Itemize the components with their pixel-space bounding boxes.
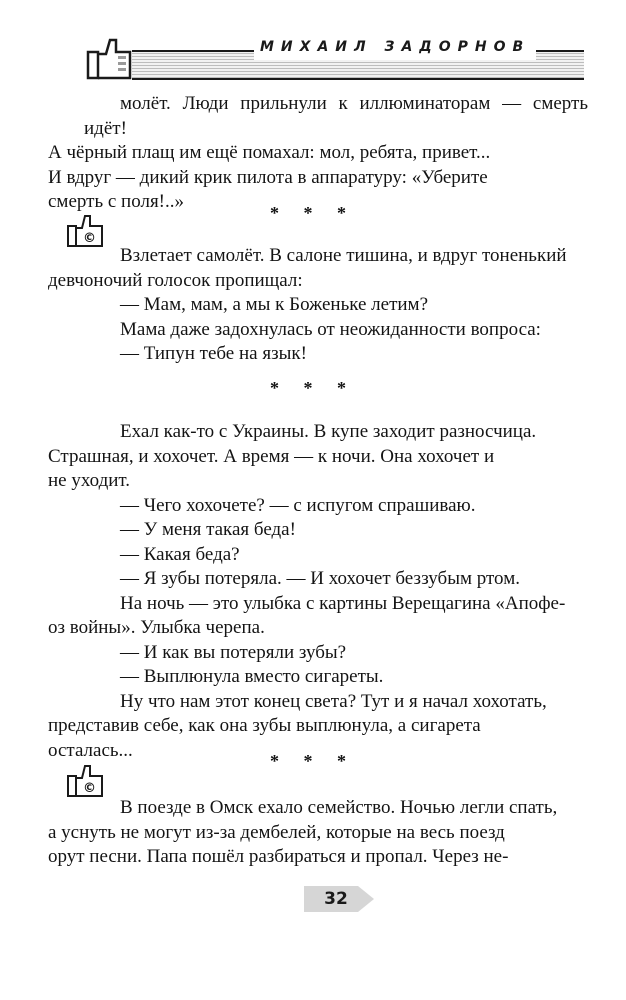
copyright-thumb-icon <box>64 212 108 248</box>
running-title: МИХАИЛ ЗАДОРНОВ <box>254 34 536 60</box>
text-line: И вдруг — дикий крик пилота в аппаратуру: «Уберите <box>48 166 488 188</box>
paragraph <box>48 592 588 641</box>
paragraph <box>48 796 588 870</box>
section-separator: * * * <box>270 751 356 771</box>
paragraph <box>48 420 588 494</box>
text-line: а уснуть не могут из-за дембелей, которые на весь поезд <box>48 821 505 843</box>
text-line: — Я зубы потеряла. — И хохочет беззубым ртом. <box>120 568 520 589</box>
copyright-thumb-icon <box>64 762 108 798</box>
section-separator: * * * <box>270 378 356 398</box>
text-line: Мама даже задохнулась от неожиданности вопроса: <box>120 318 541 340</box>
page-number: 32 <box>324 889 348 909</box>
paragraph <box>84 665 588 690</box>
text-line: На ночь — это улыбка с картины Верещагина «Апофе- <box>120 592 566 614</box>
text-line: Ехал как-то с Украины. В купе заходит разносчица. <box>120 421 537 442</box>
text-line: Страшная, и хохочет. А время — к ночи. Она хохочет и <box>48 445 495 467</box>
text-line: — Какая беда? <box>120 543 240 565</box>
paragraph <box>48 92 588 215</box>
section-separator: * * * <box>270 203 356 223</box>
paragraph <box>84 567 588 592</box>
text-block-anecdote-omsk <box>48 796 588 870</box>
paragraph <box>84 318 588 343</box>
text-line: молёт. Люди прильнули к иллюминаторам — смерть идёт! <box>84 93 588 139</box>
text-line: В поезде в Омск ехало семейство. Ночью легли спать, <box>120 797 558 818</box>
text-block-anecdote-plane <box>48 244 588 367</box>
paragraph <box>84 293 588 318</box>
paragraph <box>84 518 588 543</box>
text-line: — Выплюнула вместо сигареты. <box>120 666 384 687</box>
text-line: — И как вы потеряли зубы? <box>120 641 347 663</box>
text-line: А чёрный плащ им ещё помахал: мол, ребята, привет... <box>48 142 491 163</box>
text-line: — У меня такая беда! <box>120 519 296 540</box>
text-line: — Типун тебе на язык! <box>120 343 307 364</box>
text-line: — Чего хохочете? — с испугом спрашиваю. <box>120 494 476 516</box>
text-block-continuation <box>48 92 588 215</box>
running-header <box>84 34 584 80</box>
paragraph <box>48 244 588 293</box>
paragraph <box>84 641 588 666</box>
paragraph <box>84 342 588 367</box>
text-line: девчоночий голосок пропищал: <box>48 269 303 291</box>
paragraph <box>84 494 588 519</box>
text-block-anecdote-train <box>48 420 588 763</box>
text-line: не уходит. <box>48 470 131 491</box>
text-line: оз войны». Улыбка черепа. <box>48 617 265 638</box>
text-line: — Мам, мам, а мы к Боженьке летим? <box>120 294 429 315</box>
paragraph <box>84 543 588 568</box>
page-number-marker <box>300 884 380 914</box>
copyright-symbol: © <box>83 781 96 796</box>
text-line: смерть с поля!..» <box>48 191 185 212</box>
text-line: представив себе, как она зубы выплюнула, а сигарета <box>48 715 481 736</box>
copyright-symbol: © <box>83 231 96 246</box>
text-line: орут песни. Папа пошёл разбираться и пропал. Через не- <box>48 846 509 867</box>
text-line: Ну что нам этот конец света? Тут и я начал хохотать, <box>120 690 547 712</box>
text-line: Взлетает самолёт. В салоне тишина, и вдруг тоненький <box>120 245 567 266</box>
text-line: осталась... <box>48 739 133 761</box>
